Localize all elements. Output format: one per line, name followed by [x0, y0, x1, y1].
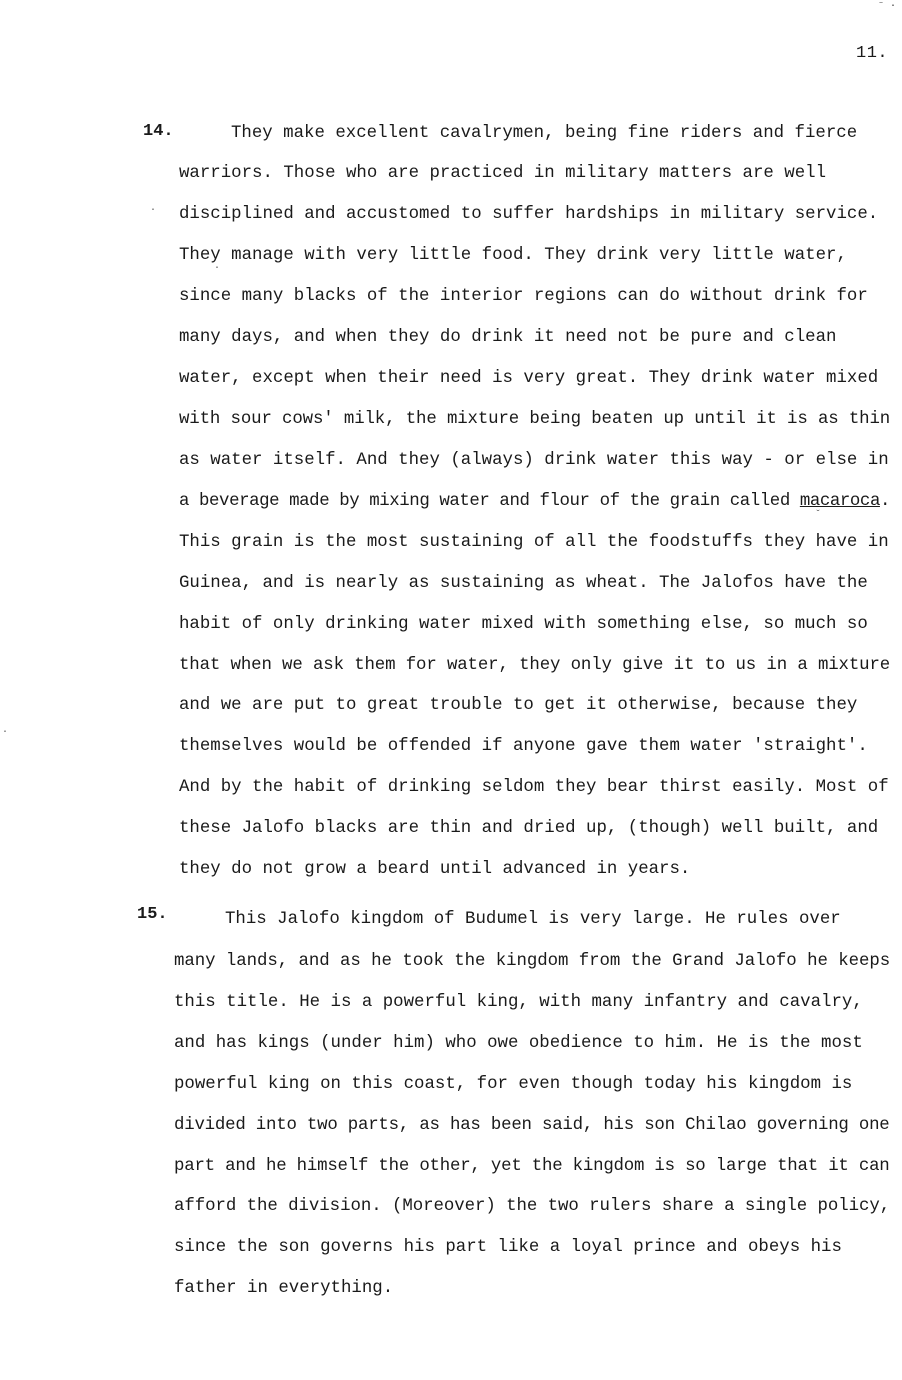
accent-mark: ˇ [815, 510, 822, 521]
text-line: part and he himself the other, yet the kingdom is so large that it can [174, 1157, 890, 1176]
text-line: Guinea, and is nearly as sustaining as wheat. The Jalofos have the [179, 574, 868, 593]
text-line: as water itself. And they (always) drink water this way - or else in [179, 451, 889, 470]
paragraph-number: 15. [137, 905, 168, 924]
text-line: since many blacks of the interior regions can do without drink for [179, 287, 868, 306]
text-line: And by the habit of drinking seldom they bear thirst easily. Most of [179, 778, 889, 797]
text-line: and we are put to great trouble to get it otherwise, because they [179, 696, 858, 715]
text-line: these Jalofo blacks are thin and dried up, (though) well built, and [179, 819, 879, 838]
margin-speck: · [214, 263, 221, 274]
text-line-body: a beverage made by mixing water and flour of the grain called [179, 492, 800, 511]
text-line: habit of only drinking water mixed with something else, so much so [179, 615, 868, 634]
line-terminal-punctuation: . [879, 492, 890, 511]
text-line: with sour cows' milk, the mixture being beaten up until it is as thin [179, 410, 891, 429]
corner-mark: ⁻ · [878, 1, 897, 12]
text-line: This grain is the most sustaining of all the foodstuffs they have in [179, 533, 889, 552]
text-line: many days, and when they do drink it need not be pure and clean [179, 328, 837, 347]
underlined-term: macaroca [799, 492, 880, 511]
margin-speck: · [2, 727, 9, 738]
margin-speck: · [150, 205, 157, 216]
text-line: themselves would be offended if anyone gave them water 'straight'. [179, 737, 868, 756]
text-line [179, 492, 890, 512]
text-line: They make excellent cavalrymen, being fine riders and fierce [231, 124, 858, 143]
paragraph-number: 14. [143, 122, 174, 141]
text-line: that when we ask them for water, they only give it to us in a mixture [179, 656, 891, 675]
text-line: They manage with very little food. They drink very little water, [179, 246, 847, 265]
text-line: afford the division. (Moreover) the two rulers share a single policy, [174, 1197, 891, 1216]
text-line: This Jalofo kingdom of Budumel is very large. He rules over [225, 910, 841, 929]
text-line: since the son governs his part like a loyal prince and obeys his [174, 1238, 842, 1257]
text-line: warriors. Those who are practiced in military matters are well [179, 164, 827, 183]
text-line: father in everything. [174, 1279, 394, 1298]
text-line: many lands, and as he took the kingdom from the Grand Jalofo he keeps [174, 952, 891, 971]
text-line: and has kings (under him) who owe obedience to him. He is the most [174, 1034, 863, 1053]
page-number: 11. [856, 44, 889, 63]
text-line: divided into two parts, as has been said, his son Chilao governing one [174, 1116, 890, 1135]
text-line: water, except when their need is very great. They drink water mixed [179, 369, 879, 388]
text-line: they do not grow a beard until advanced in years. [179, 860, 691, 879]
text-line: powerful king on this coast, for even though today his kingdom is [174, 1075, 853, 1094]
text-line: disciplined and accustomed to suffer hardships in military service. [179, 205, 879, 224]
text-line: this title. He is a powerful king, with many infantry and cavalry, [174, 993, 863, 1012]
